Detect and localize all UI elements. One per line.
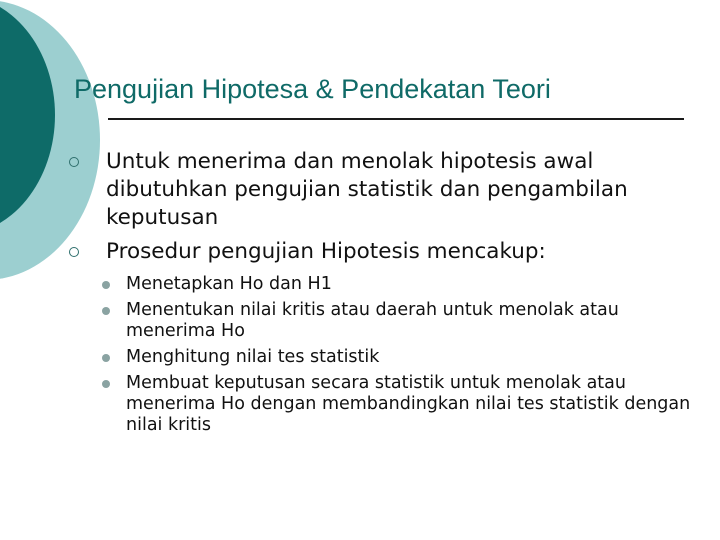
sub-bullet-list [60,274,700,436]
filled-circle-bullet-icon [102,380,110,388]
slide-title: Pengujian Hipotesa & Pendekatan Teori [74,74,551,104]
hollow-circle-bullet-icon [69,157,79,167]
sub-bullet-text: Menghitung nilai tes statistik [126,347,380,367]
sub-bullet-item [60,274,700,295]
filled-circle-bullet-icon [102,307,110,315]
filled-circle-bullet-icon [102,281,110,289]
bullet-item [60,238,700,266]
slide-body [60,148,700,441]
sub-bullet-text: Menetapkan Ho dan H1 [126,274,332,294]
bullet-text: Untuk menerima dan menolak hipotesis awal dibutuhkan pengujian statistik dan pengambilan keputusan [106,149,628,230]
bullet-item [60,148,700,232]
hollow-circle-bullet-icon [69,247,79,257]
bullet-text: Prosedur pengujian Hipotesis mencakup: [106,239,546,264]
sub-bullet-text: Menentukan nilai kritis atau daerah untuk menolak atau menerima Ho [126,300,619,341]
sub-bullet-text: Membuat keputusan secara statistik untuk menolak atau menerima Ho dengan membandingkan nilai tes statistik dengan nilai kritis [126,373,691,435]
sub-bullet-item [60,373,700,436]
sub-bullet-item [60,300,700,342]
sub-bullet-item [60,347,700,368]
title-underline [108,118,684,120]
filled-circle-bullet-icon [102,354,110,362]
